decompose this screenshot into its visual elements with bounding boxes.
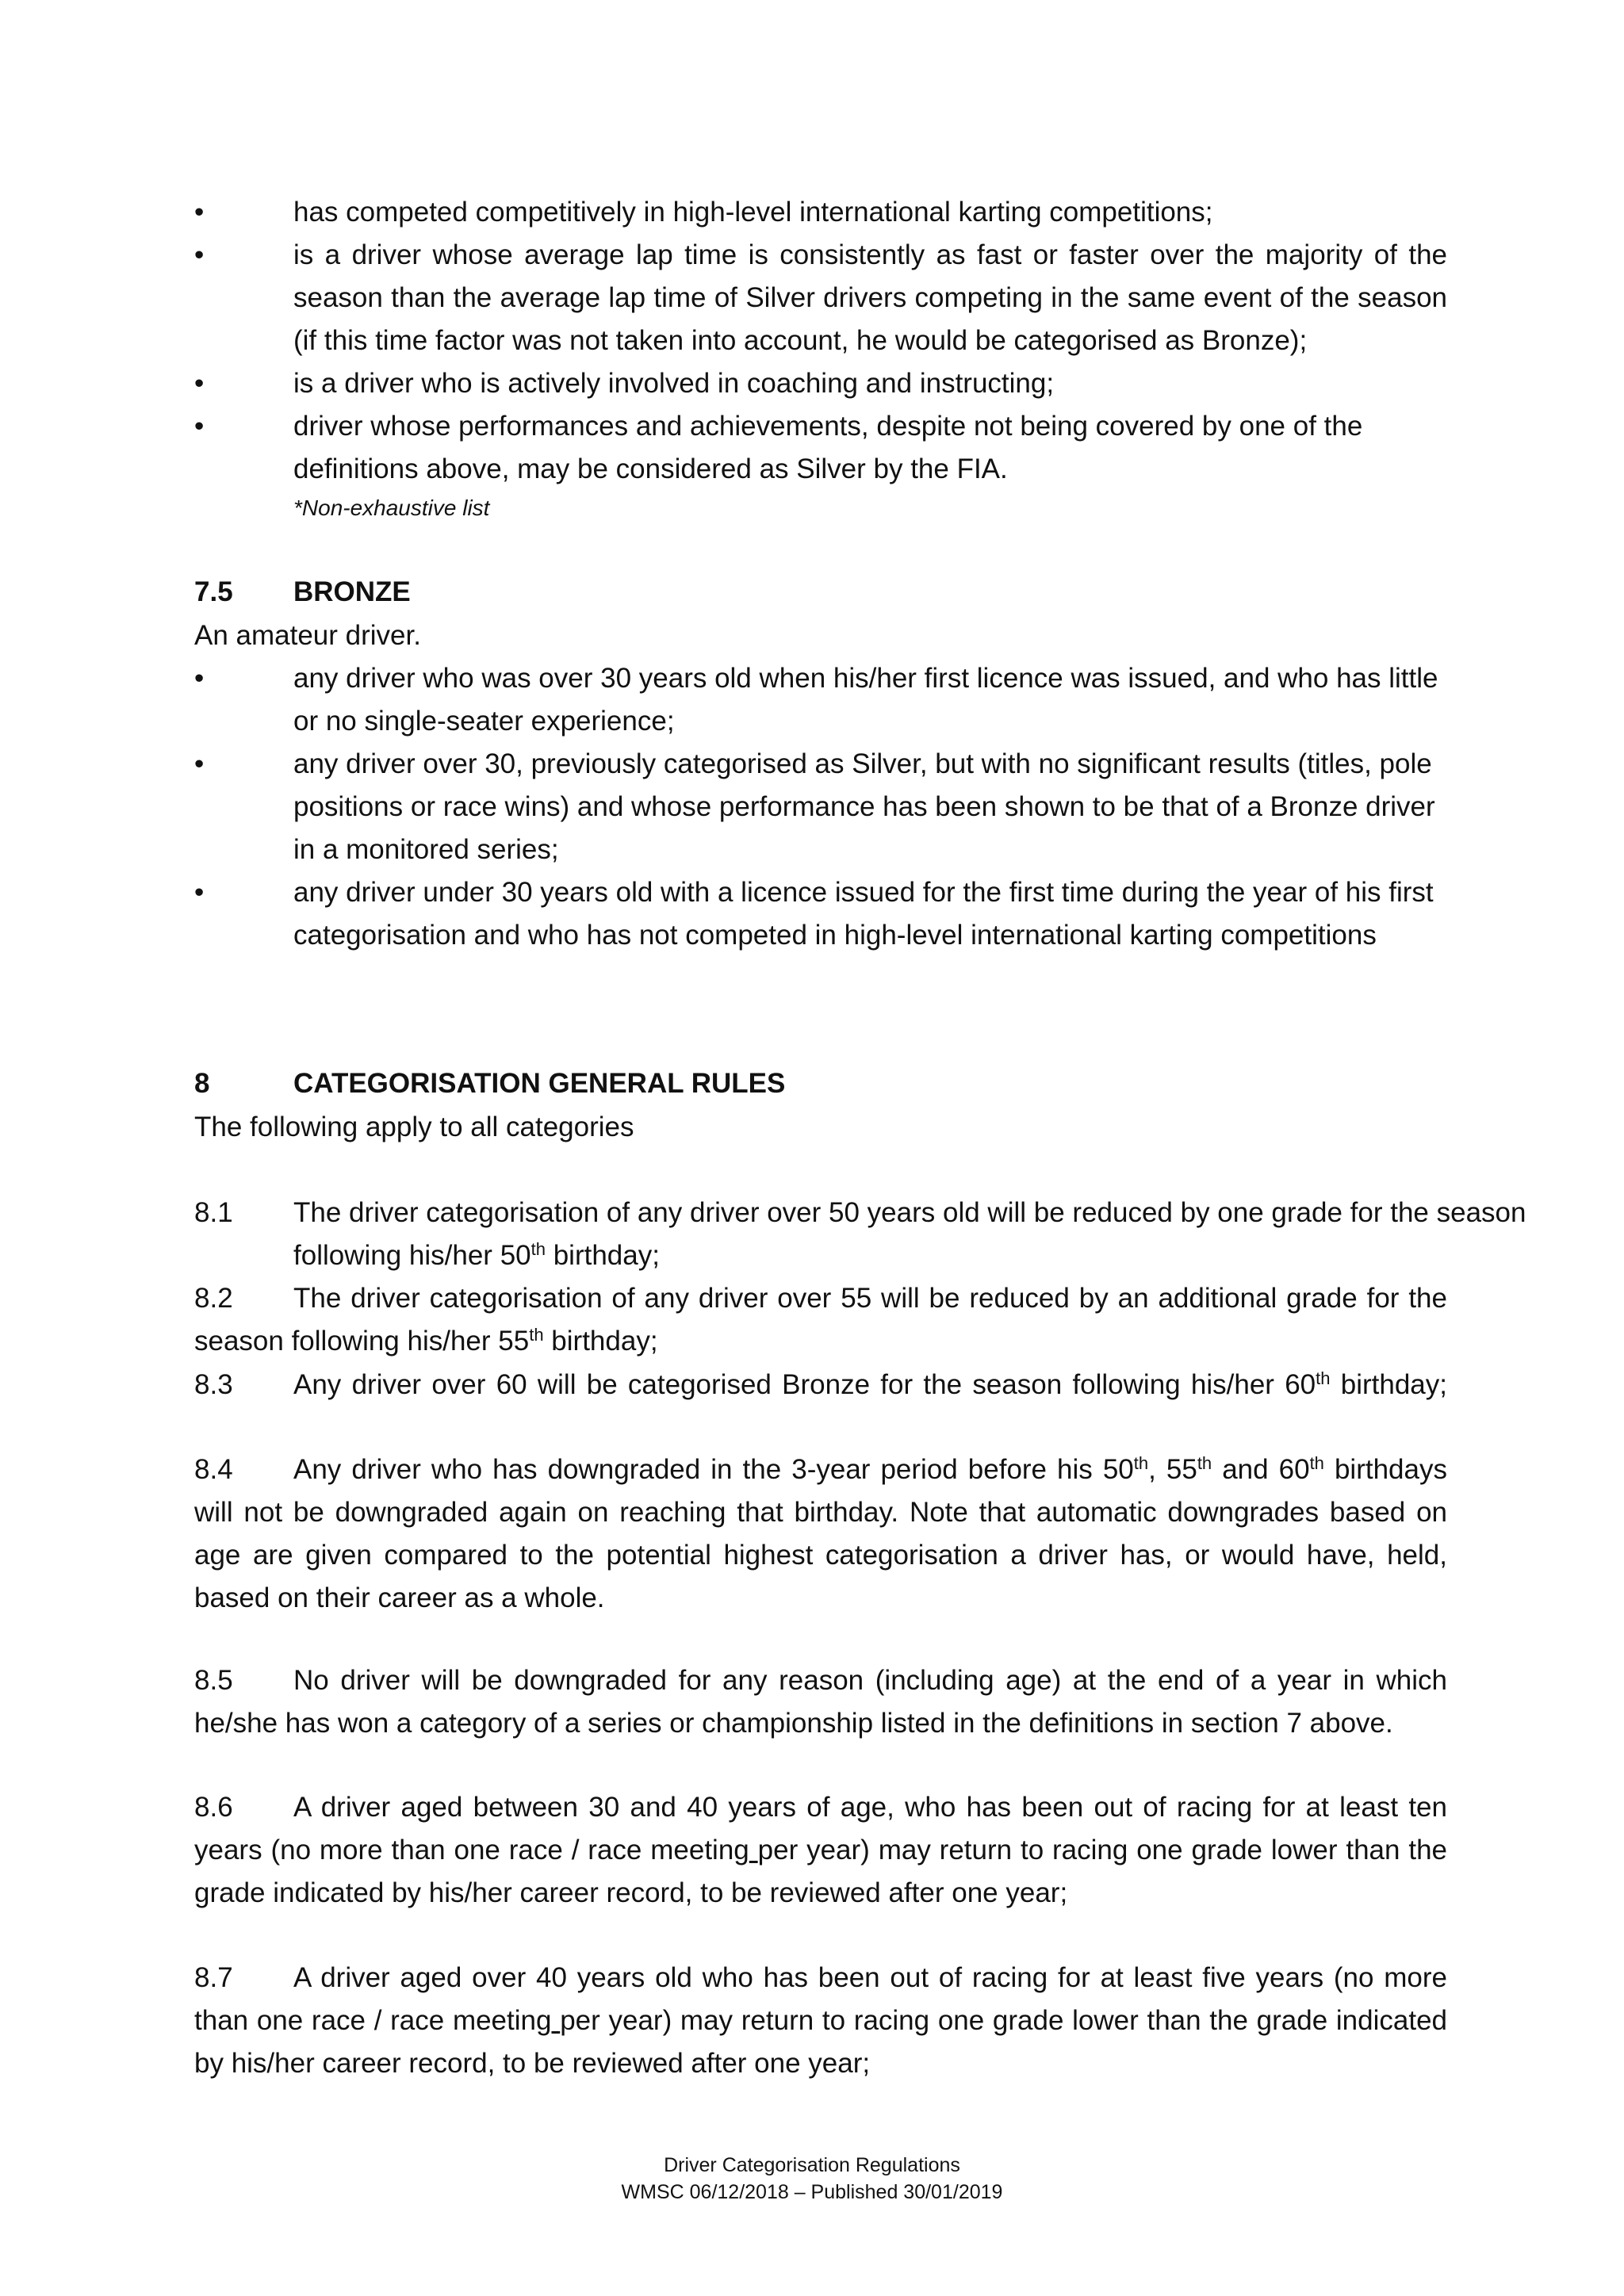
silver-bullet-list (194, 191, 1447, 526)
bronze-bullet-list (194, 657, 1447, 957)
section8-intro: The following apply to all categories (194, 1112, 634, 1142)
section-number: 7.5 (194, 576, 233, 607)
rule-8-1: 8.1 The driver categorisation of any driver over 50 years old will be reduced by one grade for the season following his/her 50th birthday; (194, 1192, 1546, 1277)
rule-number: 8.4 (194, 1454, 233, 1485)
list-item: • has competed competitively in high-level international karting competitions; (194, 191, 1447, 234)
bullet-icon: • (194, 748, 205, 779)
section-title: BRONZE (293, 576, 411, 607)
non-exhaustive-note: *Non-exhaustive list (293, 496, 490, 520)
rule-number: 8.2 (194, 1283, 233, 1314)
bullet-icon: • (194, 239, 205, 270)
footer-publication: WMSC 06/12/2018 – Published 30/01/2019 (621, 2181, 1003, 2203)
rule-number: 8.6 (194, 1792, 233, 1823)
bullet-icon: • (194, 197, 205, 228)
bullet-icon: • (194, 411, 205, 442)
footer-title: Driver Categorisation Regulations (664, 2154, 960, 2176)
rule-8-6: 8.6 A driver aged between 30 and 40 years of age, who has been out of racing for at least ten years (no more than one race / race meeting per year) may return to racing one grade lower than the grade indicated by his/her career record, to be reviewed after one year; (194, 1786, 1447, 1915)
section-heading-bronze (194, 571, 411, 614)
bullet-icon: • (194, 877, 205, 908)
rule-8-3: 8.3 Any driver over 60 will be categorised Bronze for the season following his/her 60th birthday; (194, 1364, 1447, 1406)
list-item: • any driver who was over 30 years old when his/her first licence was issued, and who has little or no single-seater experience; (194, 657, 1447, 743)
section-number: 8 (194, 1068, 210, 1099)
list-item: • any driver over 30, previously categorised as Silver, but with no significant results (titles, pole positions or race wins) and whose performance has been shown to be that of a Bronze driver in a monitored series; (194, 743, 1447, 871)
rule-number: 8.7 (194, 1962, 233, 1993)
bullet-icon: • (194, 663, 205, 694)
rule-8-4: 8.4 Any driver who has downgraded in the 3-year period before his 50th, 55th and 60th birthdays will not be downgraded again on reaching that birthday. Note that automatic downgrades based on age are given compared to the potential highest categorisation a driver has, or would have, held, based on their career as a whole. (194, 1448, 1447, 1620)
rule-number: 8.1 (194, 1197, 233, 1228)
section-title: CATEGORISATION GENERAL RULES (293, 1068, 786, 1099)
bullet-icon: • (194, 368, 205, 399)
list-item: • driver whose performances and achievements, despite not being covered by one of the definitions above, may be considered as Silver by the FIA. (194, 405, 1447, 491)
list-item: • is a driver who is actively involved in coaching and instructing; (194, 362, 1447, 405)
rule-8-2: 8.2 The driver categorisation of any driver over 55 will be reduced by an additional grade for the season following his/her 55th birthday; (194, 1277, 1447, 1363)
bronze-intro: An amateur driver. (194, 620, 421, 651)
rule-8-7: 8.7 A driver aged over 40 years old who has been out of racing for at least five years (no more than one race / race meeting per year) may return to racing one grade lower than the grade indicated by his/her career record, to be reviewed after one year; (194, 1957, 1447, 2085)
rule-number: 8.5 (194, 1665, 233, 1696)
section-heading-8 (194, 1062, 785, 1105)
page-footer (0, 2152, 1624, 2206)
rule-8-5: 8.5 No driver will be downgraded for any reason (including age) at the end of a year in which he/she has won a category of a series or championship listed in the definitions in section 7 above. (194, 1659, 1447, 1745)
list-item: • is a driver whose average lap time is consistently as fast or faster over the majority of the season than the average lap time of Silver drivers competing in the same event of the season (if this time factor was not taken into account, he would be categorised as Bronze); (194, 234, 1447, 362)
rule-number: 8.3 (194, 1369, 233, 1400)
list-item: • any driver under 30 years old with a licence issued for the first time during the year of his first categorisation and who has not competed in high-level international karting competitions (194, 871, 1447, 957)
